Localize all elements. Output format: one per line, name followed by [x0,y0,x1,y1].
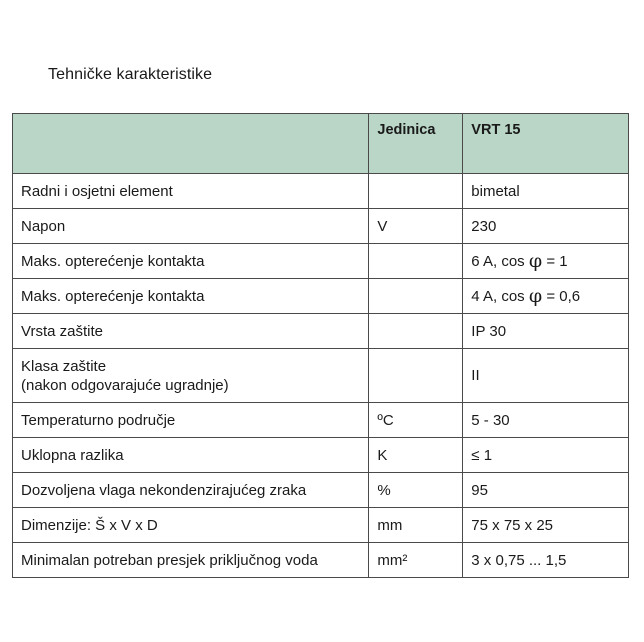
cell-value: ≤ 1 [463,438,629,473]
table-row [13,473,629,508]
value-prefix: 6 A, cos [471,253,529,270]
table-row [13,174,629,209]
parameter-label: Minimalan potreban presjek priključnog voda [21,551,318,569]
cell-parameter [13,279,369,314]
cell-parameter [13,543,369,578]
table-row [13,209,629,244]
cell-parameter [13,403,369,438]
table-row [13,244,629,279]
table-row [13,543,629,578]
cell-value [463,244,629,279]
cell-parameter [13,438,369,473]
cell-value: 75 x 75 x 25 [463,508,629,543]
parameter-note: (nakon odgovarajuće ugradnje) [21,376,229,394]
table-row [13,508,629,543]
cell-unit [369,174,463,209]
parameter-label: Radni i osjetni element [21,182,173,200]
value-suffix: = 0,6 [542,288,581,305]
cell-value: 95 [463,473,629,508]
cell-parameter [13,244,369,279]
parameter-label: Napon [21,217,66,235]
parameter-label: Maks. opterećenje kontakta [21,252,205,270]
cell-parameter [13,473,369,508]
parameter-label: Dimenzije: Š x V x D [21,516,158,534]
table-row [13,349,629,403]
table-row [13,438,629,473]
cell-unit: mm [369,508,463,543]
cell-value: IP 30 [463,314,629,349]
header-unit: Jedinica [369,114,463,174]
table-row [13,279,629,314]
cell-unit [369,314,463,349]
phi-symbol: φ [528,285,543,307]
cell-value: bimetal [463,174,629,209]
phi-symbol: φ [528,250,543,272]
table-row [13,403,629,438]
cell-unit: mm² [369,543,463,578]
page-title: Tehničke karakteristike [48,66,213,83]
cell-value: 5 - 30 [463,403,629,438]
header-model: VRT 15 [463,114,629,174]
parameter-label: Uklopna razlika [21,446,124,464]
header-parameter [13,114,369,174]
cell-value: II [463,349,629,403]
cell-unit: % [369,473,463,508]
cell-parameter [13,209,369,244]
parameter-label: Klasa zaštite [21,357,107,375]
cell-value [463,279,629,314]
cell-parameter [13,349,369,403]
value-suffix: = 1 [542,253,568,270]
cell-unit [369,349,463,403]
table-row [13,314,629,349]
parameter-label: Temperaturno područje [21,411,176,429]
parameter-label: Vrsta zaštite [21,322,103,340]
cell-value: 3 x 0,75 ... 1,5 [463,543,629,578]
cell-parameter [13,508,369,543]
cell-value: 230 [463,209,629,244]
cell-unit [369,279,463,314]
parameter-label: Maks. opterećenje kontakta [21,287,205,305]
cell-parameter [13,174,369,209]
cell-parameter [13,314,369,349]
value-prefix: 4 A, cos [471,288,529,305]
parameter-label: Dozvoljena vlaga nekondenzirajućeg zraka [21,481,307,499]
cell-unit [369,244,463,279]
cell-unit: K [369,438,463,473]
cell-unit: V [369,209,463,244]
table-header-row [13,114,629,174]
cell-unit: ºC [369,403,463,438]
specifications-table [12,113,629,578]
